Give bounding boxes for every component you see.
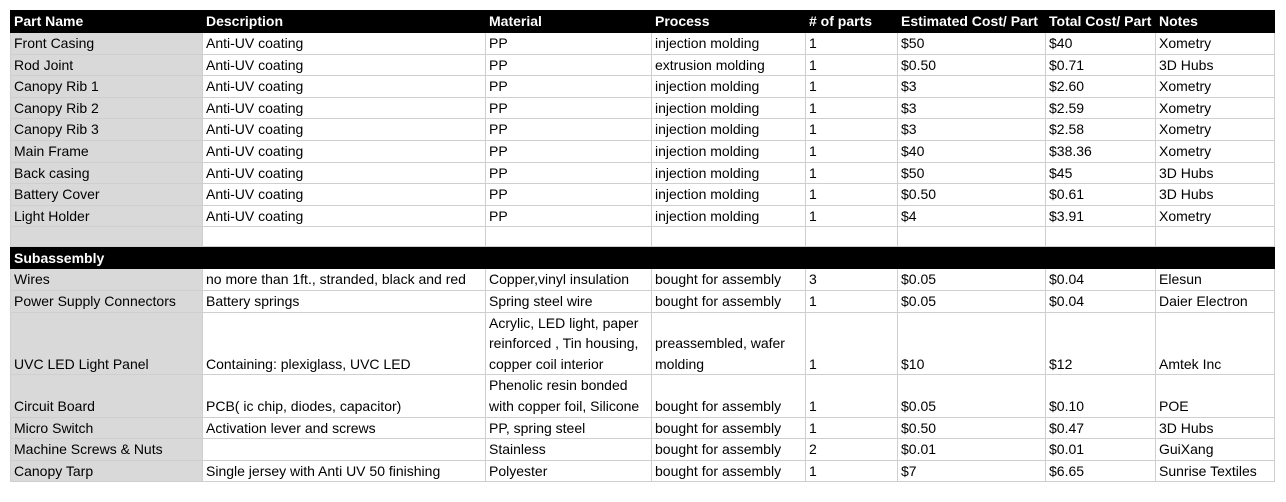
total-cost-cell[interactable]: $40 — [1046, 33, 1156, 55]
notes-cell[interactable]: Xometry — [1156, 140, 1275, 162]
part-row — [11, 184, 1275, 206]
notes-cell[interactable]: Xometry — [1156, 33, 1275, 55]
material-cell[interactable]: PP — [486, 54, 652, 76]
header-part-name[interactable]: Part Name — [11, 11, 203, 33]
header-row — [11, 11, 1275, 33]
blank-row — [11, 227, 1275, 247]
qty-cell[interactable]: 1 — [806, 162, 898, 184]
qty-cell[interactable]: 1 — [806, 140, 898, 162]
table-cell[interactable] — [652, 247, 806, 269]
description-cell[interactable]: no more than 1ft., stranded, black and red — [203, 269, 486, 291]
description-cell[interactable]: Anti-UV coating — [203, 76, 486, 98]
description-cell[interactable]: Anti-UV coating — [203, 119, 486, 141]
description-cell[interactable]: Anti-UV coating — [203, 140, 486, 162]
process-cell[interactable]: extrusion molding — [652, 54, 806, 76]
est-cost-cell[interactable]: $0.05 — [898, 290, 1046, 312]
notes-cell[interactable]: 3D Hubs — [1156, 184, 1275, 206]
table-cell[interactable] — [898, 247, 1046, 269]
part-name-cell[interactable]: Wires — [11, 269, 203, 291]
material-cell[interactable]: Spring steel wire — [486, 290, 652, 312]
qty-cell[interactable]: 3 — [806, 269, 898, 291]
est-cost-cell[interactable]: $10 — [898, 312, 1046, 375]
qty-cell[interactable]: 2 — [806, 439, 898, 461]
part-row — [11, 76, 1275, 98]
total-cost-cell[interactable]: $3.91 — [1046, 205, 1156, 227]
part-name-cell[interactable]: Canopy Rib 2 — [11, 97, 203, 119]
subassembly-row — [11, 290, 1275, 312]
notes-cell[interactable]: POE — [1156, 375, 1275, 417]
total-cost-cell[interactable]: $0.47 — [1046, 417, 1156, 439]
part-name-cell[interactable]: Micro Switch — [11, 417, 203, 439]
est-cost-cell[interactable]: $4 — [898, 205, 1046, 227]
header-total-cost[interactable]: Total Cost/ Part — [1046, 11, 1156, 33]
part-name-cell[interactable]: Power Supply Connectors — [11, 290, 203, 312]
description-cell[interactable]: Containing: plexiglass, UVC LED — [203, 312, 486, 375]
part-row — [11, 33, 1275, 55]
subassembly-row — [11, 417, 1275, 439]
material-cell[interactable]: PP — [486, 76, 652, 98]
description-cell[interactable]: Anti-UV coating — [203, 33, 486, 55]
subassembly-row — [11, 312, 1275, 375]
part-name-cell[interactable]: Canopy Rib 3 — [11, 119, 203, 141]
part-name-cell[interactable]: Main Frame — [11, 140, 203, 162]
table-cell[interactable] — [1046, 227, 1156, 247]
description-cell[interactable]: Battery springs — [203, 290, 486, 312]
qty-cell[interactable]: 1 — [806, 54, 898, 76]
total-cost-cell[interactable]: $38.36 — [1046, 140, 1156, 162]
subassembly-row — [11, 269, 1275, 291]
material-cell[interactable]: PP — [486, 162, 652, 184]
notes-cell[interactable]: Amtek Inc — [1156, 312, 1275, 375]
process-cell[interactable]: injection molding — [652, 140, 806, 162]
subassembly-row — [11, 460, 1275, 482]
part-row — [11, 162, 1275, 184]
header-material[interactable]: Material — [486, 11, 652, 33]
material-cell[interactable]: Stainless — [486, 439, 652, 461]
qty-cell[interactable]: 1 — [806, 460, 898, 482]
part-row — [11, 140, 1275, 162]
est-cost-cell[interactable]: $0.05 — [898, 375, 1046, 417]
est-cost-cell[interactable]: $50 — [898, 33, 1046, 55]
part-row — [11, 97, 1275, 119]
total-cost-cell[interactable]: $0.10 — [1046, 375, 1156, 417]
table-cell[interactable] — [1046, 247, 1156, 269]
part-name-cell[interactable]: Machine Screws & Nuts — [11, 439, 203, 461]
part-name-cell[interactable]: Circuit Board — [11, 375, 203, 417]
process-cell[interactable]: injection molding — [652, 119, 806, 141]
process-cell[interactable]: injection molding — [652, 205, 806, 227]
parts-body — [11, 33, 1275, 227]
notes-cell[interactable]: Elesun — [1156, 269, 1275, 291]
notes-cell[interactable]: Sunrise Textiles — [1156, 460, 1275, 482]
notes-cell[interactable]: Xometry — [1156, 119, 1275, 141]
qty-cell[interactable]: 1 — [806, 119, 898, 141]
material-cell[interactable]: Acrylic, LED light, paper reinforced , Tin housing, copper coil interior — [486, 312, 652, 375]
est-cost-cell[interactable]: $3 — [898, 76, 1046, 98]
part-name-cell[interactable]: Front Casing — [11, 33, 203, 55]
subassembly-body — [11, 269, 1275, 482]
qty-cell[interactable]: 1 — [806, 417, 898, 439]
material-cell[interactable]: Copper,vinyl insulation — [486, 269, 652, 291]
description-cell[interactable]: Single jersey with Anti UV 50 finishing — [203, 460, 486, 482]
table-cell[interactable] — [898, 227, 1046, 247]
subassembly-title[interactable]: Subassembly — [11, 247, 203, 269]
subassembly-header-row — [11, 247, 1275, 269]
total-cost-cell[interactable]: $12 — [1046, 312, 1156, 375]
description-cell[interactable]: Anti-UV coating — [203, 54, 486, 76]
est-cost-cell[interactable]: $0.05 — [898, 269, 1046, 291]
material-cell[interactable]: PP — [486, 97, 652, 119]
total-cost-cell[interactable]: $0.01 — [1046, 439, 1156, 461]
qty-cell[interactable]: 1 — [806, 290, 898, 312]
table-cell[interactable] — [203, 247, 486, 269]
part-row — [11, 119, 1275, 141]
qty-cell[interactable]: 1 — [806, 184, 898, 206]
qty-cell[interactable]: 1 — [806, 375, 898, 417]
total-cost-cell[interactable]: $45 — [1046, 162, 1156, 184]
part-name-cell[interactable]: Battery Cover — [11, 184, 203, 206]
blank-section — [11, 227, 1275, 269]
notes-cell[interactable]: Xometry — [1156, 97, 1275, 119]
description-cell[interactable] — [203, 439, 486, 461]
material-cell[interactable]: Polyester — [486, 460, 652, 482]
total-cost-cell[interactable]: $6.65 — [1046, 460, 1156, 482]
part-name-cell[interactable]: Light Holder — [11, 205, 203, 227]
header-description[interactable]: Description — [203, 11, 486, 33]
material-cell[interactable]: PP — [486, 33, 652, 55]
table-cell[interactable] — [486, 227, 652, 247]
table-cell[interactable] — [203, 227, 486, 247]
description-cell[interactable]: Activation lever and screws — [203, 417, 486, 439]
est-cost-cell[interactable]: $7 — [898, 460, 1046, 482]
process-cell[interactable]: injection molding — [652, 97, 806, 119]
process-cell[interactable]: injection molding — [652, 76, 806, 98]
qty-cell[interactable]: 1 — [806, 97, 898, 119]
subassembly-row — [11, 439, 1275, 461]
qty-cell[interactable]: 1 — [806, 205, 898, 227]
description-cell[interactable]: Anti-UV coating — [203, 205, 486, 227]
est-cost-cell[interactable]: $50 — [898, 162, 1046, 184]
process-cell[interactable]: bought for assembly — [652, 417, 806, 439]
description-cell[interactable]: Anti-UV coating — [203, 184, 486, 206]
table-cell[interactable] — [806, 227, 898, 247]
material-cell[interactable]: PP — [486, 184, 652, 206]
subassembly-row — [11, 375, 1275, 417]
material-cell[interactable]: PP — [486, 205, 652, 227]
notes-cell[interactable]: Daier Electron — [1156, 290, 1275, 312]
part-row — [11, 205, 1275, 227]
material-cell[interactable]: PP — [486, 119, 652, 141]
est-cost-cell[interactable]: $0.50 — [898, 54, 1046, 76]
notes-cell[interactable]: Xometry — [1156, 76, 1275, 98]
process-cell[interactable]: injection molding — [652, 33, 806, 55]
total-cost-cell[interactable]: $0.04 — [1046, 290, 1156, 312]
table-cell[interactable] — [486, 247, 652, 269]
notes-cell[interactable]: 3D Hubs — [1156, 417, 1275, 439]
est-cost-cell[interactable]: $0.01 — [898, 439, 1046, 461]
total-cost-cell[interactable]: $2.58 — [1046, 119, 1156, 141]
description-cell[interactable]: Anti-UV coating — [203, 97, 486, 119]
est-cost-cell[interactable]: $0.50 — [898, 184, 1046, 206]
header-qty[interactable]: # of parts — [806, 11, 898, 33]
total-cost-cell[interactable]: $2.59 — [1046, 97, 1156, 119]
part-name-cell[interactable]: Rod Joint — [11, 54, 203, 76]
table-cell[interactable] — [11, 227, 203, 247]
part-name-cell[interactable]: UVC LED Light Panel — [11, 312, 203, 375]
table-cell[interactable] — [652, 227, 806, 247]
est-cost-cell[interactable]: $3 — [898, 119, 1046, 141]
process-cell[interactable]: injection molding — [652, 162, 806, 184]
notes-cell[interactable]: 3D Hubs — [1156, 54, 1275, 76]
notes-cell[interactable]: 3D Hubs — [1156, 162, 1275, 184]
total-cost-cell[interactable]: $2.60 — [1046, 76, 1156, 98]
description-cell[interactable]: PCB( ic chip, diodes, capacitor) — [203, 375, 486, 417]
part-name-cell[interactable]: Canopy Rib 1 — [11, 76, 203, 98]
notes-cell[interactable]: GuiXang — [1156, 439, 1275, 461]
qty-cell[interactable]: 1 — [806, 76, 898, 98]
header-notes[interactable]: Notes — [1156, 11, 1275, 33]
total-cost-cell[interactable]: $0.04 — [1046, 269, 1156, 291]
header-est-cost[interactable]: Estimated Cost/ Part — [898, 11, 1046, 33]
process-cell[interactable]: bought for assembly — [652, 375, 806, 417]
material-cell[interactable]: PP — [486, 140, 652, 162]
process-cell[interactable]: injection molding — [652, 184, 806, 206]
process-cell[interactable]: preassembled, wafer molding — [652, 312, 806, 375]
total-cost-cell[interactable]: $0.71 — [1046, 54, 1156, 76]
process-cell[interactable]: bought for assembly — [652, 439, 806, 461]
part-name-cell[interactable]: Canopy Tarp — [11, 460, 203, 482]
header-process[interactable]: Process — [652, 11, 806, 33]
bill-of-materials-table — [10, 10, 1275, 482]
description-cell[interactable]: Anti-UV coating — [203, 162, 486, 184]
table-cell[interactable] — [1156, 247, 1275, 269]
est-cost-cell[interactable]: $40 — [898, 140, 1046, 162]
notes-cell[interactable]: Xometry — [1156, 205, 1275, 227]
part-row — [11, 54, 1275, 76]
est-cost-cell[interactable]: $3 — [898, 97, 1046, 119]
cost-spreadsheet — [10, 10, 1274, 482]
material-cell[interactable]: PP, spring steel — [486, 417, 652, 439]
table-cell[interactable] — [806, 247, 898, 269]
qty-cell[interactable]: 1 — [806, 33, 898, 55]
est-cost-cell[interactable]: $0.50 — [898, 417, 1046, 439]
total-cost-cell[interactable]: $0.61 — [1046, 184, 1156, 206]
process-cell[interactable]: bought for assembly — [652, 460, 806, 482]
part-name-cell[interactable]: Back casing — [11, 162, 203, 184]
process-cell[interactable]: bought for assembly — [652, 290, 806, 312]
material-cell[interactable]: Phenolic resin bonded with copper foil, Silicone — [486, 375, 652, 417]
process-cell[interactable]: bought for assembly — [652, 269, 806, 291]
table-cell[interactable] — [1156, 227, 1275, 247]
qty-cell[interactable]: 1 — [806, 312, 898, 375]
